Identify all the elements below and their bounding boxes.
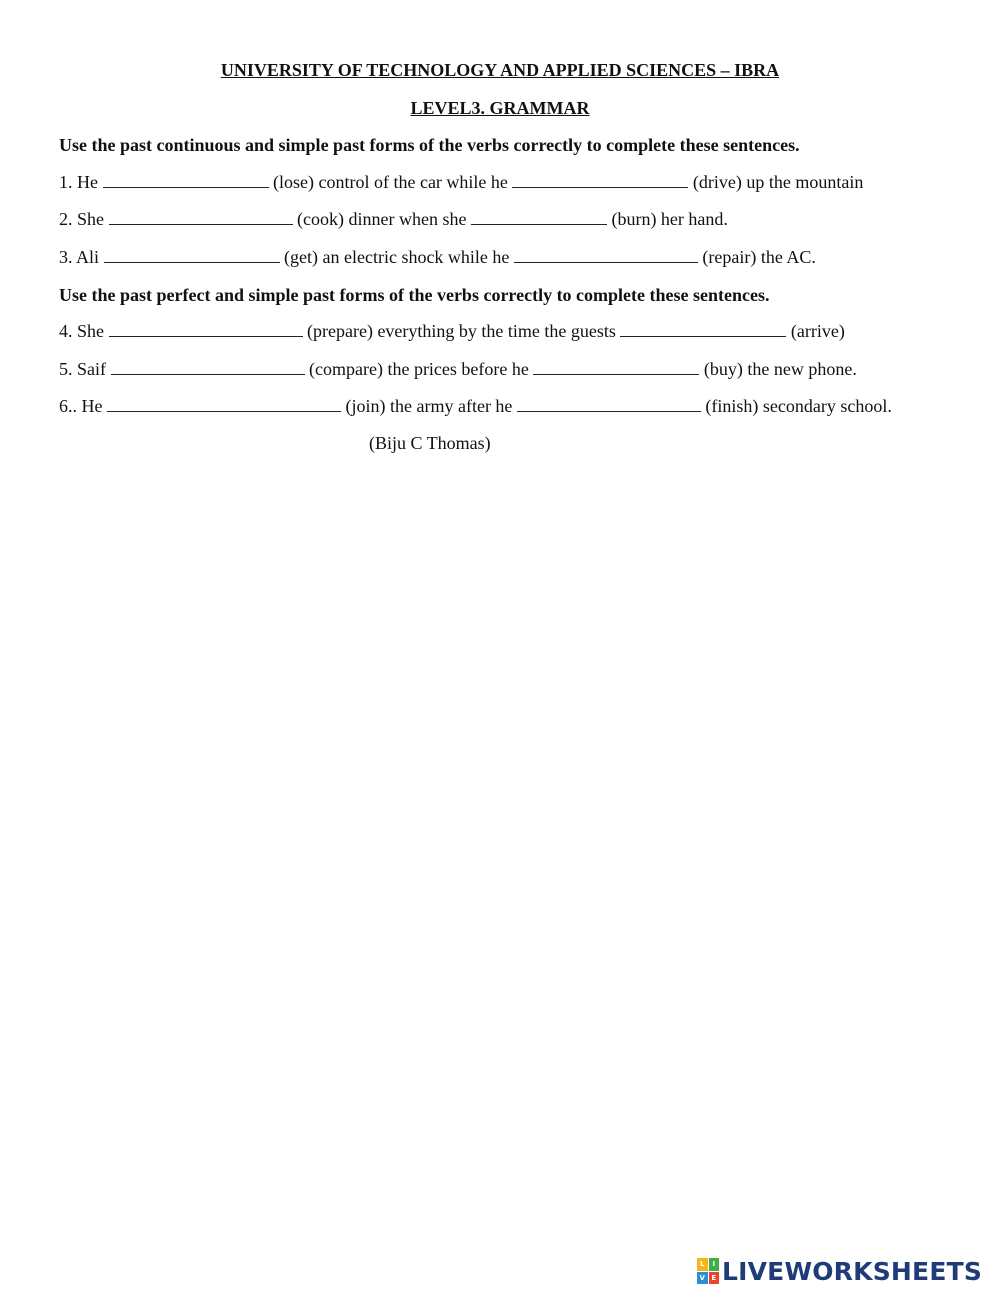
sentence-start: 4. She — [59, 321, 104, 341]
sentence-end: (arrive) — [790, 321, 845, 341]
sentence-middle: (lose) control of the car while he — [273, 172, 508, 192]
sentence-middle: (compare) the prices before he — [309, 359, 529, 379]
answer-blank-6b[interactable] — [517, 395, 701, 412]
logo-mark-letter-v: V — [697, 1272, 708, 1285]
sentence-end: (buy) the new phone. — [703, 359, 857, 379]
section2-instruction: Use the past perfect and simple past forms of the verbs correctly to complete these sentences. — [59, 285, 770, 305]
document-title: UNIVERSITY OF TECHNOLOGY AND APPLIED SCIENCES – IBRA — [220, 60, 780, 80]
sentence-middle: (prepare) everything by the time the guests — [307, 321, 616, 341]
logo-mark-letter-l: L — [697, 1258, 708, 1271]
author-credit: (Biju C Thomas) — [369, 433, 491, 453]
answer-blank-4a[interactable] — [109, 320, 303, 337]
exercise-sentence-1 — [59, 171, 863, 193]
exercise-sentence-4 — [59, 320, 845, 342]
document-subtitle: LEVEL3. GRAMMAR — [410, 98, 590, 118]
answer-blank-5b[interactable] — [533, 358, 699, 375]
exercise-sentence-6 — [59, 395, 892, 417]
logo-wordmark: LIVEWORKSHEETS — [722, 1256, 983, 1286]
sentence-middle: (join) the army after he — [345, 396, 513, 416]
answer-blank-2a[interactable] — [109, 208, 293, 225]
sentence-end: (repair) the AC. — [702, 247, 816, 267]
logo-mark-letter-i: I — [709, 1258, 720, 1271]
logo-mark-letter-e: E — [709, 1272, 720, 1285]
sentence-start: 5. Saif — [59, 359, 106, 379]
sentence-middle: (cook) dinner when she — [297, 209, 467, 229]
exercise-sentence-2 — [59, 208, 728, 230]
sentence-middle: (get) an electric shock while he — [284, 247, 510, 267]
sentence-end: (drive) up the mountain — [692, 172, 864, 192]
sentence-start: 6.. He — [59, 396, 103, 416]
answer-blank-4b[interactable] — [620, 320, 786, 337]
sentence-start: 1. He — [59, 172, 98, 192]
exercise-sentence-3 — [59, 246, 816, 268]
liveworksheets-logo-icon — [697, 1258, 719, 1284]
answer-blank-1b[interactable] — [512, 171, 688, 188]
sentence-start: 2. She — [59, 209, 104, 229]
answer-blank-6a[interactable] — [107, 395, 341, 412]
answer-blank-2b[interactable] — [471, 208, 607, 225]
answer-blank-1a[interactable] — [103, 171, 269, 188]
answer-blank-3b[interactable] — [514, 246, 698, 263]
sentence-start: 3. Ali — [59, 247, 100, 267]
liveworksheets-logo — [697, 1256, 982, 1286]
answer-blank-5a[interactable] — [111, 358, 305, 375]
section1-instruction: Use the past continuous and simple past forms of the verbs correctly to complete these sentences. — [59, 135, 800, 155]
exercise-sentence-5 — [59, 358, 857, 380]
answer-blank-3a[interactable] — [104, 246, 280, 263]
sentence-end: (burn) her hand. — [611, 209, 728, 229]
sentence-end: (finish) secondary school. — [705, 396, 892, 416]
